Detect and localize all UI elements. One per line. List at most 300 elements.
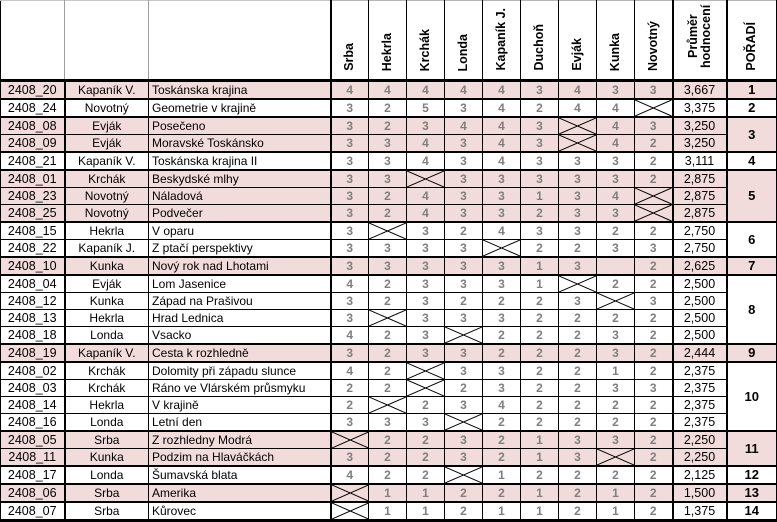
rating-cell: 2 <box>483 327 521 345</box>
rating-cell: 2 <box>407 466 445 484</box>
rating-cell: 2 <box>445 380 483 397</box>
cross-out-icon <box>369 223 406 239</box>
author-cell: Hekrla <box>65 310 149 327</box>
table-row <box>1 257 777 275</box>
title-cell: Hrad Lednica <box>149 310 331 327</box>
rating-cell: 2 <box>445 222 483 240</box>
rating-cell: 4 <box>597 188 635 205</box>
rating-cell: 2 <box>521 397 559 414</box>
rating-cell <box>597 293 635 310</box>
photo-id-cell: 2408_14 <box>1 397 65 414</box>
rating-cell: 3 <box>483 257 521 275</box>
rating-cell: 2 <box>521 414 559 432</box>
rating-cell: 1 <box>521 502 559 521</box>
rating-cell: 1 <box>521 449 559 467</box>
photo-id-cell: 2408_02 <box>1 362 65 380</box>
rating-cell: 3 <box>369 170 407 188</box>
rating-cell: 2 <box>521 205 559 223</box>
title-cell: Dolomity při západu slunce <box>149 362 331 380</box>
rating-cell: 3 <box>407 344 445 362</box>
rating-cell <box>597 449 635 467</box>
judge-name-label: Hekrla <box>381 33 394 71</box>
table-row <box>1 414 777 432</box>
author-cell: Evják <box>65 117 149 135</box>
rating-cell: 4 <box>483 81 521 100</box>
rating-cell: 2 <box>407 431 445 449</box>
rating-cell: 1 <box>369 502 407 521</box>
rating-cell: 2 <box>369 449 407 467</box>
average-cell: 2,875 <box>673 205 727 223</box>
cross-out-icon <box>445 467 482 483</box>
average-cell: 3,667 <box>673 81 727 100</box>
rating-cell: 3 <box>597 205 635 223</box>
rating-cell: 1 <box>521 257 559 275</box>
average-cell: 2,500 <box>673 327 727 345</box>
rating-cell: 3 <box>483 205 521 223</box>
average-cell: 2,750 <box>673 240 727 258</box>
rating-cell: 3 <box>559 431 597 449</box>
average-cell: 2,625 <box>673 257 727 275</box>
title-cell: Moravské Toskánsko <box>149 135 331 153</box>
title-cell: Náladová <box>149 188 331 205</box>
empty-header-author <box>65 1 149 81</box>
rating-cell: 3 <box>331 152 369 170</box>
rating-cell: 4 <box>407 81 445 100</box>
average-cell: 2,875 <box>673 188 727 205</box>
rating-cell: 2 <box>635 431 673 449</box>
rating-cell: 3 <box>559 188 597 205</box>
rating-cell: 3 <box>483 362 521 380</box>
rating-cell: 4 <box>483 117 521 135</box>
title-cell: Toskánska krajina II <box>149 152 331 170</box>
rank-cell: 14 <box>727 502 777 521</box>
rating-cell: 3 <box>559 449 597 467</box>
rating-cell <box>369 310 407 327</box>
rating-cell: 3 <box>445 310 483 327</box>
rating-cell: 3 <box>635 81 673 100</box>
average-cell: 2,444 <box>673 344 727 362</box>
average-cell: 3,250 <box>673 117 727 135</box>
photo-id-cell: 2408_09 <box>1 135 65 153</box>
rating-cell: 4 <box>331 275 369 293</box>
rating-cell: 1 <box>597 362 635 380</box>
rating-cell: 3 <box>331 257 369 275</box>
rating-cell: 2 <box>369 380 407 397</box>
table-row <box>1 310 777 327</box>
rating-cell: 2 <box>597 397 635 414</box>
title-cell: Podvečer <box>149 205 331 223</box>
judge-column-header <box>369 1 407 81</box>
rank-column-header <box>727 1 777 81</box>
average-cell: 3,375 <box>673 99 727 117</box>
rating-cell: 2 <box>559 484 597 502</box>
rating-cell: 3 <box>331 205 369 223</box>
rating-cell: 3 <box>331 117 369 135</box>
rating-cell: 2 <box>635 414 673 432</box>
rating-cell: 2 <box>635 344 673 362</box>
table-row <box>1 431 777 449</box>
table-row <box>1 327 777 345</box>
title-cell: Beskydské mlhy <box>149 170 331 188</box>
rating-cell: 3 <box>597 152 635 170</box>
photo-id-cell: 2408_17 <box>1 466 65 484</box>
author-cell: Kunka <box>65 449 149 467</box>
rating-cell: 2 <box>483 293 521 310</box>
rating-cell: 3 <box>445 240 483 258</box>
photo-id-cell: 2408_19 <box>1 344 65 362</box>
rating-cell: 2 <box>635 310 673 327</box>
photo-id-cell: 2408_01 <box>1 170 65 188</box>
table-row <box>1 397 777 414</box>
rating-cell <box>407 362 445 380</box>
rating-cell <box>331 484 369 502</box>
rating-cell: 3 <box>407 275 445 293</box>
rating-cell: 4 <box>445 81 483 100</box>
rating-cell <box>559 135 597 153</box>
photo-id-cell: 2408_23 <box>1 188 65 205</box>
average-cell: 1,500 <box>673 484 727 502</box>
cross-out-icon <box>559 118 596 134</box>
cross-out-icon <box>369 397 406 413</box>
rating-cell: 3 <box>559 257 597 275</box>
rating-cell: 3 <box>407 240 445 258</box>
photo-id-cell: 2408_03 <box>1 380 65 397</box>
rating-cell: 2 <box>521 362 559 380</box>
judge-name-label: Evják <box>571 38 584 71</box>
rating-cell: 4 <box>407 152 445 170</box>
rank-cell: 12 <box>727 466 777 484</box>
title-cell: Letní den <box>149 414 331 432</box>
rating-cell: 2 <box>407 397 445 414</box>
rating-cell: 3 <box>369 257 407 275</box>
rating-cell: 4 <box>483 135 521 153</box>
rating-cell: 2 <box>521 293 559 310</box>
rating-cell: 3 <box>369 240 407 258</box>
rating-cell <box>407 170 445 188</box>
rank-cell: 1 <box>727 81 777 100</box>
rating-cell: 3 <box>407 327 445 345</box>
rating-cell: 3 <box>597 380 635 397</box>
judge-column-header <box>521 1 559 81</box>
rating-cell: 3 <box>635 293 673 310</box>
rating-cell: 3 <box>521 152 559 170</box>
rank-cell: 4 <box>727 152 777 170</box>
rating-cell: 3 <box>445 449 483 467</box>
rating-cell: 4 <box>331 466 369 484</box>
cross-out-icon <box>332 503 369 519</box>
rank-header-label: POŘADÍ <box>745 22 758 71</box>
judge-column-header <box>407 1 445 81</box>
author-cell: Srba <box>65 484 149 502</box>
rating-cell <box>635 99 673 117</box>
rating-cell: 3 <box>445 431 483 449</box>
rating-cell: 2 <box>635 135 673 153</box>
rating-cell: 2 <box>521 380 559 397</box>
rating-cell: 3 <box>635 117 673 135</box>
rank-cell: 9 <box>727 344 777 362</box>
rating-cell: 4 <box>597 135 635 153</box>
rating-cell: 2 <box>559 362 597 380</box>
photo-id-cell: 2408_25 <box>1 205 65 223</box>
rating-cell: 4 <box>559 81 597 100</box>
rating-cell: 2 <box>635 222 673 240</box>
rating-cell: 1 <box>521 275 559 293</box>
table-row <box>1 222 777 240</box>
table-row <box>1 449 777 467</box>
table-row <box>1 293 777 310</box>
rating-cell: 3 <box>369 135 407 153</box>
cross-out-icon <box>559 276 596 292</box>
rating-cell: 4 <box>331 327 369 345</box>
rating-cell: 3 <box>597 327 635 345</box>
photo-id-cell: 2408_18 <box>1 327 65 345</box>
rating-cell: 3 <box>331 293 369 310</box>
title-cell: Vsacko <box>149 327 331 345</box>
rating-cell: 3 <box>445 257 483 275</box>
rating-cell: 1 <box>597 484 635 502</box>
photo-id-cell: 2408_08 <box>1 117 65 135</box>
title-cell: V krajině <box>149 397 331 414</box>
rating-cell: 2 <box>559 502 597 521</box>
rating-cell: 3 <box>559 293 597 310</box>
author-cell: Londa <box>65 466 149 484</box>
table-row <box>1 205 777 223</box>
title-cell: Lom Jasenice <box>149 275 331 293</box>
rating-cell: 2 <box>559 397 597 414</box>
table-row <box>1 502 777 521</box>
photo-id-cell: 2408_16 <box>1 414 65 432</box>
author-cell: Londa <box>65 327 149 345</box>
judge-name-label: Duchoň <box>533 24 546 71</box>
rating-cell <box>445 327 483 345</box>
rating-cell: 1 <box>597 502 635 521</box>
cross-out-icon <box>407 380 444 396</box>
photo-id-cell: 2408_05 <box>1 431 65 449</box>
photo-id-cell: 2408_24 <box>1 99 65 117</box>
rating-cell: 3 <box>483 170 521 188</box>
photo-id-cell: 2408_20 <box>1 81 65 100</box>
title-cell: Cesta k rozhledně <box>149 344 331 362</box>
rating-cell <box>635 188 673 205</box>
rating-cell: 4 <box>369 81 407 100</box>
rating-cell: 1 <box>407 502 445 521</box>
average-cell: 2,500 <box>673 293 727 310</box>
rating-cell: 3 <box>559 170 597 188</box>
rating-cell: 3 <box>331 222 369 240</box>
photo-id-cell: 2408_15 <box>1 222 65 240</box>
title-cell: Západ na Prašivou <box>149 293 331 310</box>
cross-out-icon <box>597 293 634 309</box>
author-cell: Kunka <box>65 257 149 275</box>
rating-cell: 2 <box>521 344 559 362</box>
rating-cell: 2 <box>597 222 635 240</box>
rating-cell: 3 <box>559 222 597 240</box>
title-cell: Amerika <box>149 484 331 502</box>
judge-name-label: Kapaník J. <box>495 8 508 71</box>
rating-cell: 3 <box>483 188 521 205</box>
rating-cell: 3 <box>483 380 521 397</box>
cross-out-icon <box>597 449 634 465</box>
photo-id-cell: 2408_13 <box>1 310 65 327</box>
cross-out-icon <box>332 485 369 501</box>
rating-cell: 3 <box>559 152 597 170</box>
rating-cell: 2 <box>483 484 521 502</box>
title-cell: V oparu <box>149 222 331 240</box>
rating-cell: 2 <box>331 397 369 414</box>
table-row <box>1 135 777 153</box>
rating-cell: 2 <box>521 327 559 345</box>
title-cell: Šumavská blata <box>149 466 331 484</box>
photo-id-cell: 2408_22 <box>1 240 65 258</box>
rating-cell: 3 <box>331 240 369 258</box>
rating-cell: 3 <box>445 188 483 205</box>
author-cell: Kapaník V. <box>65 81 149 100</box>
rating-cell: 3 <box>445 397 483 414</box>
average-cell: 2,500 <box>673 275 727 293</box>
rating-cell: 2 <box>407 449 445 467</box>
rating-cell: 4 <box>483 152 521 170</box>
rating-cell: 2 <box>369 431 407 449</box>
rating-cell: 5 <box>407 99 445 117</box>
rating-cell: 2 <box>635 327 673 345</box>
rating-cell: 1 <box>369 484 407 502</box>
judge-column-header <box>597 1 635 81</box>
rating-cell: 2 <box>635 449 673 467</box>
author-cell: Hekrla <box>65 397 149 414</box>
rank-cell: 10 <box>727 362 777 431</box>
author-cell: Evják <box>65 135 149 153</box>
rank-cell: 7 <box>727 257 777 275</box>
empty-header-id <box>1 1 65 81</box>
rating-cell: 4 <box>483 222 521 240</box>
average-cell: 2,375 <box>673 380 727 397</box>
author-cell: Srba <box>65 502 149 521</box>
rating-cell: 2 <box>369 466 407 484</box>
rating-cell: 3 <box>445 205 483 223</box>
rating-cell: 3 <box>445 344 483 362</box>
rating-cell: 3 <box>635 380 673 397</box>
header-row <box>1 1 777 81</box>
rating-cell: 4 <box>331 362 369 380</box>
photo-id-cell: 2408_12 <box>1 293 65 310</box>
rating-cell: 1 <box>407 484 445 502</box>
average-cell: 2,875 <box>673 170 727 188</box>
rating-cell: 2 <box>597 310 635 327</box>
rank-cell: 3 <box>727 117 777 152</box>
rating-cell: 2 <box>559 414 597 432</box>
table-row <box>1 240 777 258</box>
rating-cell: 3 <box>407 293 445 310</box>
rating-cell: 2 <box>635 362 673 380</box>
author-cell: Novotný <box>65 205 149 223</box>
title-cell: Z rozhledny Modrá <box>149 431 331 449</box>
rating-cell: 3 <box>445 152 483 170</box>
rank-cell: 5 <box>727 170 777 222</box>
photo-id-cell: 2408_04 <box>1 275 65 293</box>
rating-cell: 3 <box>407 117 445 135</box>
rating-cell: 2 <box>635 484 673 502</box>
average-cell: 2,750 <box>673 222 727 240</box>
empty-header-title <box>149 1 331 81</box>
author-cell: Evják <box>65 275 149 293</box>
rating-cell <box>559 275 597 293</box>
title-cell: Toskánska krajina <box>149 81 331 100</box>
judge-column-header <box>483 1 521 81</box>
rating-cell: 2 <box>635 466 673 484</box>
rating-cell: 3 <box>331 310 369 327</box>
author-cell: Kunka <box>65 293 149 310</box>
author-cell: Kapaník V. <box>65 152 149 170</box>
rating-cell: 3 <box>445 135 483 153</box>
author-cell: Novotný <box>65 188 149 205</box>
rating-cell: 2 <box>445 293 483 310</box>
rating-cell <box>445 466 483 484</box>
cross-out-icon <box>635 100 672 116</box>
rating-cell: 3 <box>559 205 597 223</box>
rating-cell: 1 <box>483 466 521 484</box>
average-cell: 3,111 <box>673 152 727 170</box>
average-cell: 2,125 <box>673 466 727 484</box>
table-row <box>1 344 777 362</box>
rating-cell: 2 <box>521 99 559 117</box>
rating-cell: 3 <box>483 310 521 327</box>
rating-cell <box>369 222 407 240</box>
rating-cell: 2 <box>559 380 597 397</box>
rank-cell: 8 <box>727 275 777 344</box>
rating-cell: 3 <box>331 188 369 205</box>
average-cell: 3,250 <box>673 135 727 153</box>
rating-cell <box>407 380 445 397</box>
rating-cell: 2 <box>635 170 673 188</box>
rating-cell: 2 <box>521 310 559 327</box>
rating-cell: 3 <box>331 414 369 432</box>
rating-cell: 2 <box>597 275 635 293</box>
table-row <box>1 99 777 117</box>
photo-id-cell: 2408_11 <box>1 449 65 467</box>
title-cell: Nový rok nad Lhotami <box>149 257 331 275</box>
judge-name-label: Kunka <box>609 33 622 71</box>
rating-cell: 3 <box>597 344 635 362</box>
table-row <box>1 188 777 205</box>
rating-cell: 4 <box>407 135 445 153</box>
rating-cell: 4 <box>445 117 483 135</box>
rating-cell: 2 <box>597 466 635 484</box>
photo-id-cell: 2408_21 <box>1 152 65 170</box>
rank-cell: 6 <box>727 222 777 257</box>
table-row <box>1 152 777 170</box>
cross-out-icon <box>407 171 444 187</box>
table-row <box>1 362 777 380</box>
rating-cell: 2 <box>597 414 635 432</box>
rating-cell: 3 <box>521 135 559 153</box>
rating-cell: 4 <box>559 99 597 117</box>
average-cell: 2,375 <box>673 397 727 414</box>
rating-cell: 2 <box>635 257 673 275</box>
rating-cell <box>445 414 483 432</box>
rating-cell: 2 <box>635 397 673 414</box>
cross-out-icon <box>369 310 406 326</box>
average-header-label: Průměr hodnocení <box>687 1 713 71</box>
author-cell: Londa <box>65 414 149 432</box>
cross-out-icon <box>635 205 672 221</box>
judge-column-header <box>559 1 597 81</box>
rating-cell: 3 <box>331 170 369 188</box>
rating-cell: 2 <box>635 275 673 293</box>
author-cell: Krchák <box>65 362 149 380</box>
title-cell: Ráno ve Vlárském průsmyku <box>149 380 331 397</box>
rating-cell: 2 <box>521 466 559 484</box>
average-column-header <box>673 1 727 81</box>
